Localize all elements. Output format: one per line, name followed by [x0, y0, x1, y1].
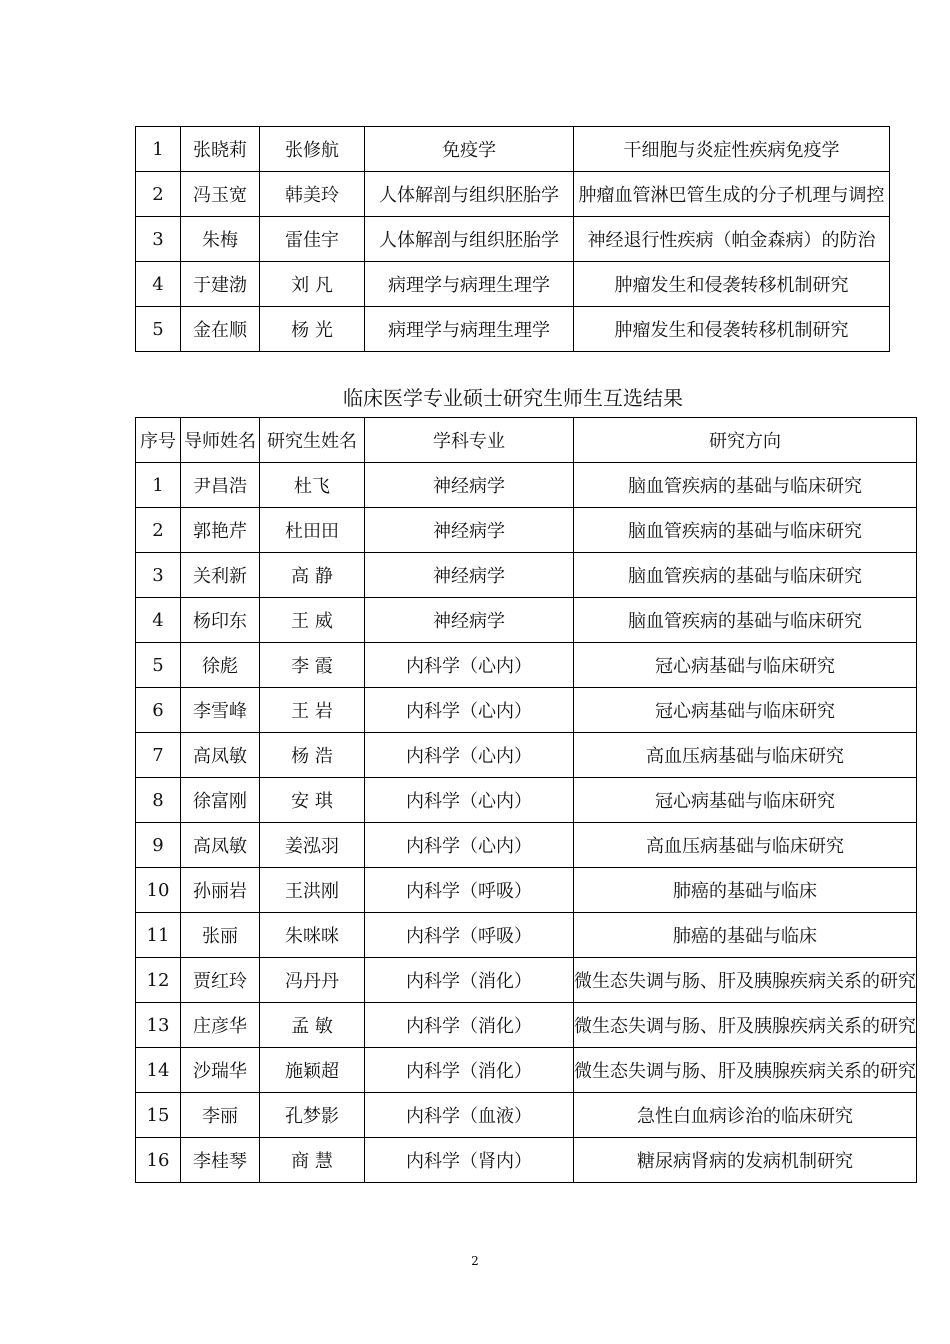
table-row [136, 913, 917, 958]
cell-major: 内科学（心内） [365, 778, 574, 823]
cell-student: 施颖超 [260, 1048, 365, 1093]
cell-advisor: 孙丽岩 [181, 868, 260, 913]
cell-no: 4 [136, 598, 181, 643]
cell-student: 杨 光 [260, 307, 365, 352]
table-row [136, 1048, 917, 1093]
cell-advisor: 李桂琴 [181, 1138, 260, 1183]
table-row [136, 307, 890, 352]
cell-direction: 神经退行性疾病（帕金森病）的防治 [574, 217, 890, 262]
cell-major: 内科学（肾内） [365, 1138, 574, 1183]
cell-major: 内科学（心内） [365, 688, 574, 733]
cell-direction: 脑血管疾病的基础与临床研究 [574, 463, 917, 508]
cell-direction: 肺癌的基础与临床 [574, 868, 917, 913]
cell-direction: 微生态失调与肠、肝及胰腺疾病关系的研究 [574, 958, 917, 1003]
cell-major: 神经病学 [365, 598, 574, 643]
cell-direction: 高血压病基础与临床研究 [574, 733, 917, 778]
cell-direction: 冠心病基础与临床研究 [574, 643, 917, 688]
cell-major: 病理学与病理生理学 [365, 262, 574, 307]
table-row [136, 217, 890, 262]
cell-student: 刘 凡 [260, 262, 365, 307]
cell-no: 2 [136, 172, 181, 217]
table-row [136, 598, 917, 643]
cell-major: 内科学（消化） [365, 958, 574, 1003]
cell-advisor: 尹昌浩 [181, 463, 260, 508]
cell-student: 朱咪咪 [260, 913, 365, 958]
cell-direction: 脑血管疾病的基础与临床研究 [574, 508, 917, 553]
cell-no: 1 [136, 127, 181, 172]
cell-advisor: 庄彦华 [181, 1003, 260, 1048]
cell-major: 内科学（消化） [365, 1048, 574, 1093]
cell-student: 高 静 [260, 553, 365, 598]
table-row [136, 262, 890, 307]
cell-major: 内科学（心内） [365, 733, 574, 778]
cell-student: 张修航 [260, 127, 365, 172]
cell-no: 5 [136, 307, 181, 352]
cell-advisor: 李雪峰 [181, 688, 260, 733]
cell-no: 5 [136, 643, 181, 688]
cell-student: 商 慧 [260, 1138, 365, 1183]
cell-no: 8 [136, 778, 181, 823]
cell-no: 16 [136, 1138, 181, 1183]
cell-student: 姜泓羽 [260, 823, 365, 868]
table-header-row [136, 418, 917, 463]
cell-advisor: 金在顺 [181, 307, 260, 352]
cell-advisor: 高凤敏 [181, 823, 260, 868]
header-student: 研究生姓名 [260, 418, 365, 463]
clinical-medicine-selection-table [135, 417, 917, 1183]
cell-student: 安 琪 [260, 778, 365, 823]
cell-major: 病理学与病理生理学 [365, 307, 574, 352]
cell-advisor: 张晓莉 [181, 127, 260, 172]
cell-major: 人体解剖与组织胚胎学 [365, 172, 574, 217]
cell-student: 王洪刚 [260, 868, 365, 913]
table-row [136, 823, 917, 868]
table-row [136, 553, 917, 598]
page-number: 2 [471, 1254, 479, 1268]
cell-student: 雷佳宇 [260, 217, 365, 262]
table-row [136, 958, 917, 1003]
cell-major: 神经病学 [365, 463, 574, 508]
cell-direction: 冠心病基础与临床研究 [574, 778, 917, 823]
table-row [136, 778, 917, 823]
cell-advisor: 贾红玲 [181, 958, 260, 1003]
table-row [136, 127, 890, 172]
cell-no: 4 [136, 262, 181, 307]
table-row [136, 508, 917, 553]
table-row [136, 733, 917, 778]
cell-major: 内科学（消化） [365, 1003, 574, 1048]
cell-major: 内科学（心内） [365, 643, 574, 688]
cell-direction: 肺癌的基础与临床 [574, 913, 917, 958]
cell-student: 王 岩 [260, 688, 365, 733]
cell-direction: 脑血管疾病的基础与临床研究 [574, 598, 917, 643]
cell-major: 内科学（呼吸） [365, 913, 574, 958]
cell-advisor: 徐富刚 [181, 778, 260, 823]
table-row [136, 688, 917, 733]
cell-direction: 微生态失调与肠、肝及胰腺疾病关系的研究 [574, 1003, 917, 1048]
cell-major: 免疫学 [365, 127, 574, 172]
cell-direction: 肿瘤血管淋巴管生成的分子机理与调控 [574, 172, 890, 217]
cell-direction: 急性白血病诊治的临床研究 [574, 1093, 917, 1138]
cell-advisor: 朱梅 [181, 217, 260, 262]
cell-major: 人体解剖与组织胚胎学 [365, 217, 574, 262]
table-row [136, 1093, 917, 1138]
cell-direction: 高血压病基础与临床研究 [574, 823, 917, 868]
header-direction: 研究方向 [574, 418, 917, 463]
cell-no: 2 [136, 508, 181, 553]
cell-direction: 糖尿病肾病的发病机制研究 [574, 1138, 917, 1183]
cell-advisor: 高凤敏 [181, 733, 260, 778]
header-advisor: 导师姓名 [181, 418, 260, 463]
cell-advisor: 徐彪 [181, 643, 260, 688]
cell-direction: 微生态失调与肠、肝及胰腺疾病关系的研究 [574, 1048, 917, 1093]
cell-major: 内科学（心内） [365, 823, 574, 868]
table-row [136, 1003, 917, 1048]
cell-advisor: 关利新 [181, 553, 260, 598]
cell-no: 7 [136, 733, 181, 778]
cell-no: 10 [136, 868, 181, 913]
cell-direction: 肿瘤发生和侵袭转移机制研究 [574, 262, 890, 307]
cell-student: 孔梦影 [260, 1093, 365, 1138]
cell-direction: 冠心病基础与临床研究 [574, 688, 917, 733]
cell-major: 神经病学 [365, 508, 574, 553]
section-title: 临床医学专业硕士研究生师生互选结果 [343, 386, 683, 410]
cell-advisor: 张丽 [181, 913, 260, 958]
header-no: 序号 [136, 418, 181, 463]
cell-student: 杨 浩 [260, 733, 365, 778]
cell-major: 内科学（呼吸） [365, 868, 574, 913]
cell-no: 13 [136, 1003, 181, 1048]
table-row [136, 463, 917, 508]
table-row [136, 1138, 917, 1183]
cell-direction: 干细胞与炎症性疾病免疫学 [574, 127, 890, 172]
cell-advisor: 沙瑞华 [181, 1048, 260, 1093]
cell-student: 孟 敏 [260, 1003, 365, 1048]
cell-advisor: 李丽 [181, 1093, 260, 1138]
header-major: 学科专业 [365, 418, 574, 463]
cell-advisor: 杨印东 [181, 598, 260, 643]
cell-no: 15 [136, 1093, 181, 1138]
advisor-student-table-continued [135, 126, 890, 352]
cell-no: 3 [136, 553, 181, 598]
cell-no: 6 [136, 688, 181, 733]
cell-student: 冯丹丹 [260, 958, 365, 1003]
cell-no: 1 [136, 463, 181, 508]
cell-student: 杜田田 [260, 508, 365, 553]
table-row [136, 868, 917, 913]
cell-student: 李 霞 [260, 643, 365, 688]
table-row [136, 172, 890, 217]
cell-major: 神经病学 [365, 553, 574, 598]
cell-advisor: 郭艳芹 [181, 508, 260, 553]
table-row [136, 643, 917, 688]
cell-direction: 脑血管疾病的基础与临床研究 [574, 553, 917, 598]
cell-no: 12 [136, 958, 181, 1003]
cell-no: 3 [136, 217, 181, 262]
cell-student: 杜飞 [260, 463, 365, 508]
cell-no: 9 [136, 823, 181, 868]
cell-no: 14 [136, 1048, 181, 1093]
cell-major: 内科学（血液） [365, 1093, 574, 1138]
cell-direction: 肿瘤发生和侵袭转移机制研究 [574, 307, 890, 352]
cell-student: 王 威 [260, 598, 365, 643]
cell-no: 11 [136, 913, 181, 958]
cell-student: 韩美玲 [260, 172, 365, 217]
cell-advisor: 冯玉宽 [181, 172, 260, 217]
cell-advisor: 于建渤 [181, 262, 260, 307]
